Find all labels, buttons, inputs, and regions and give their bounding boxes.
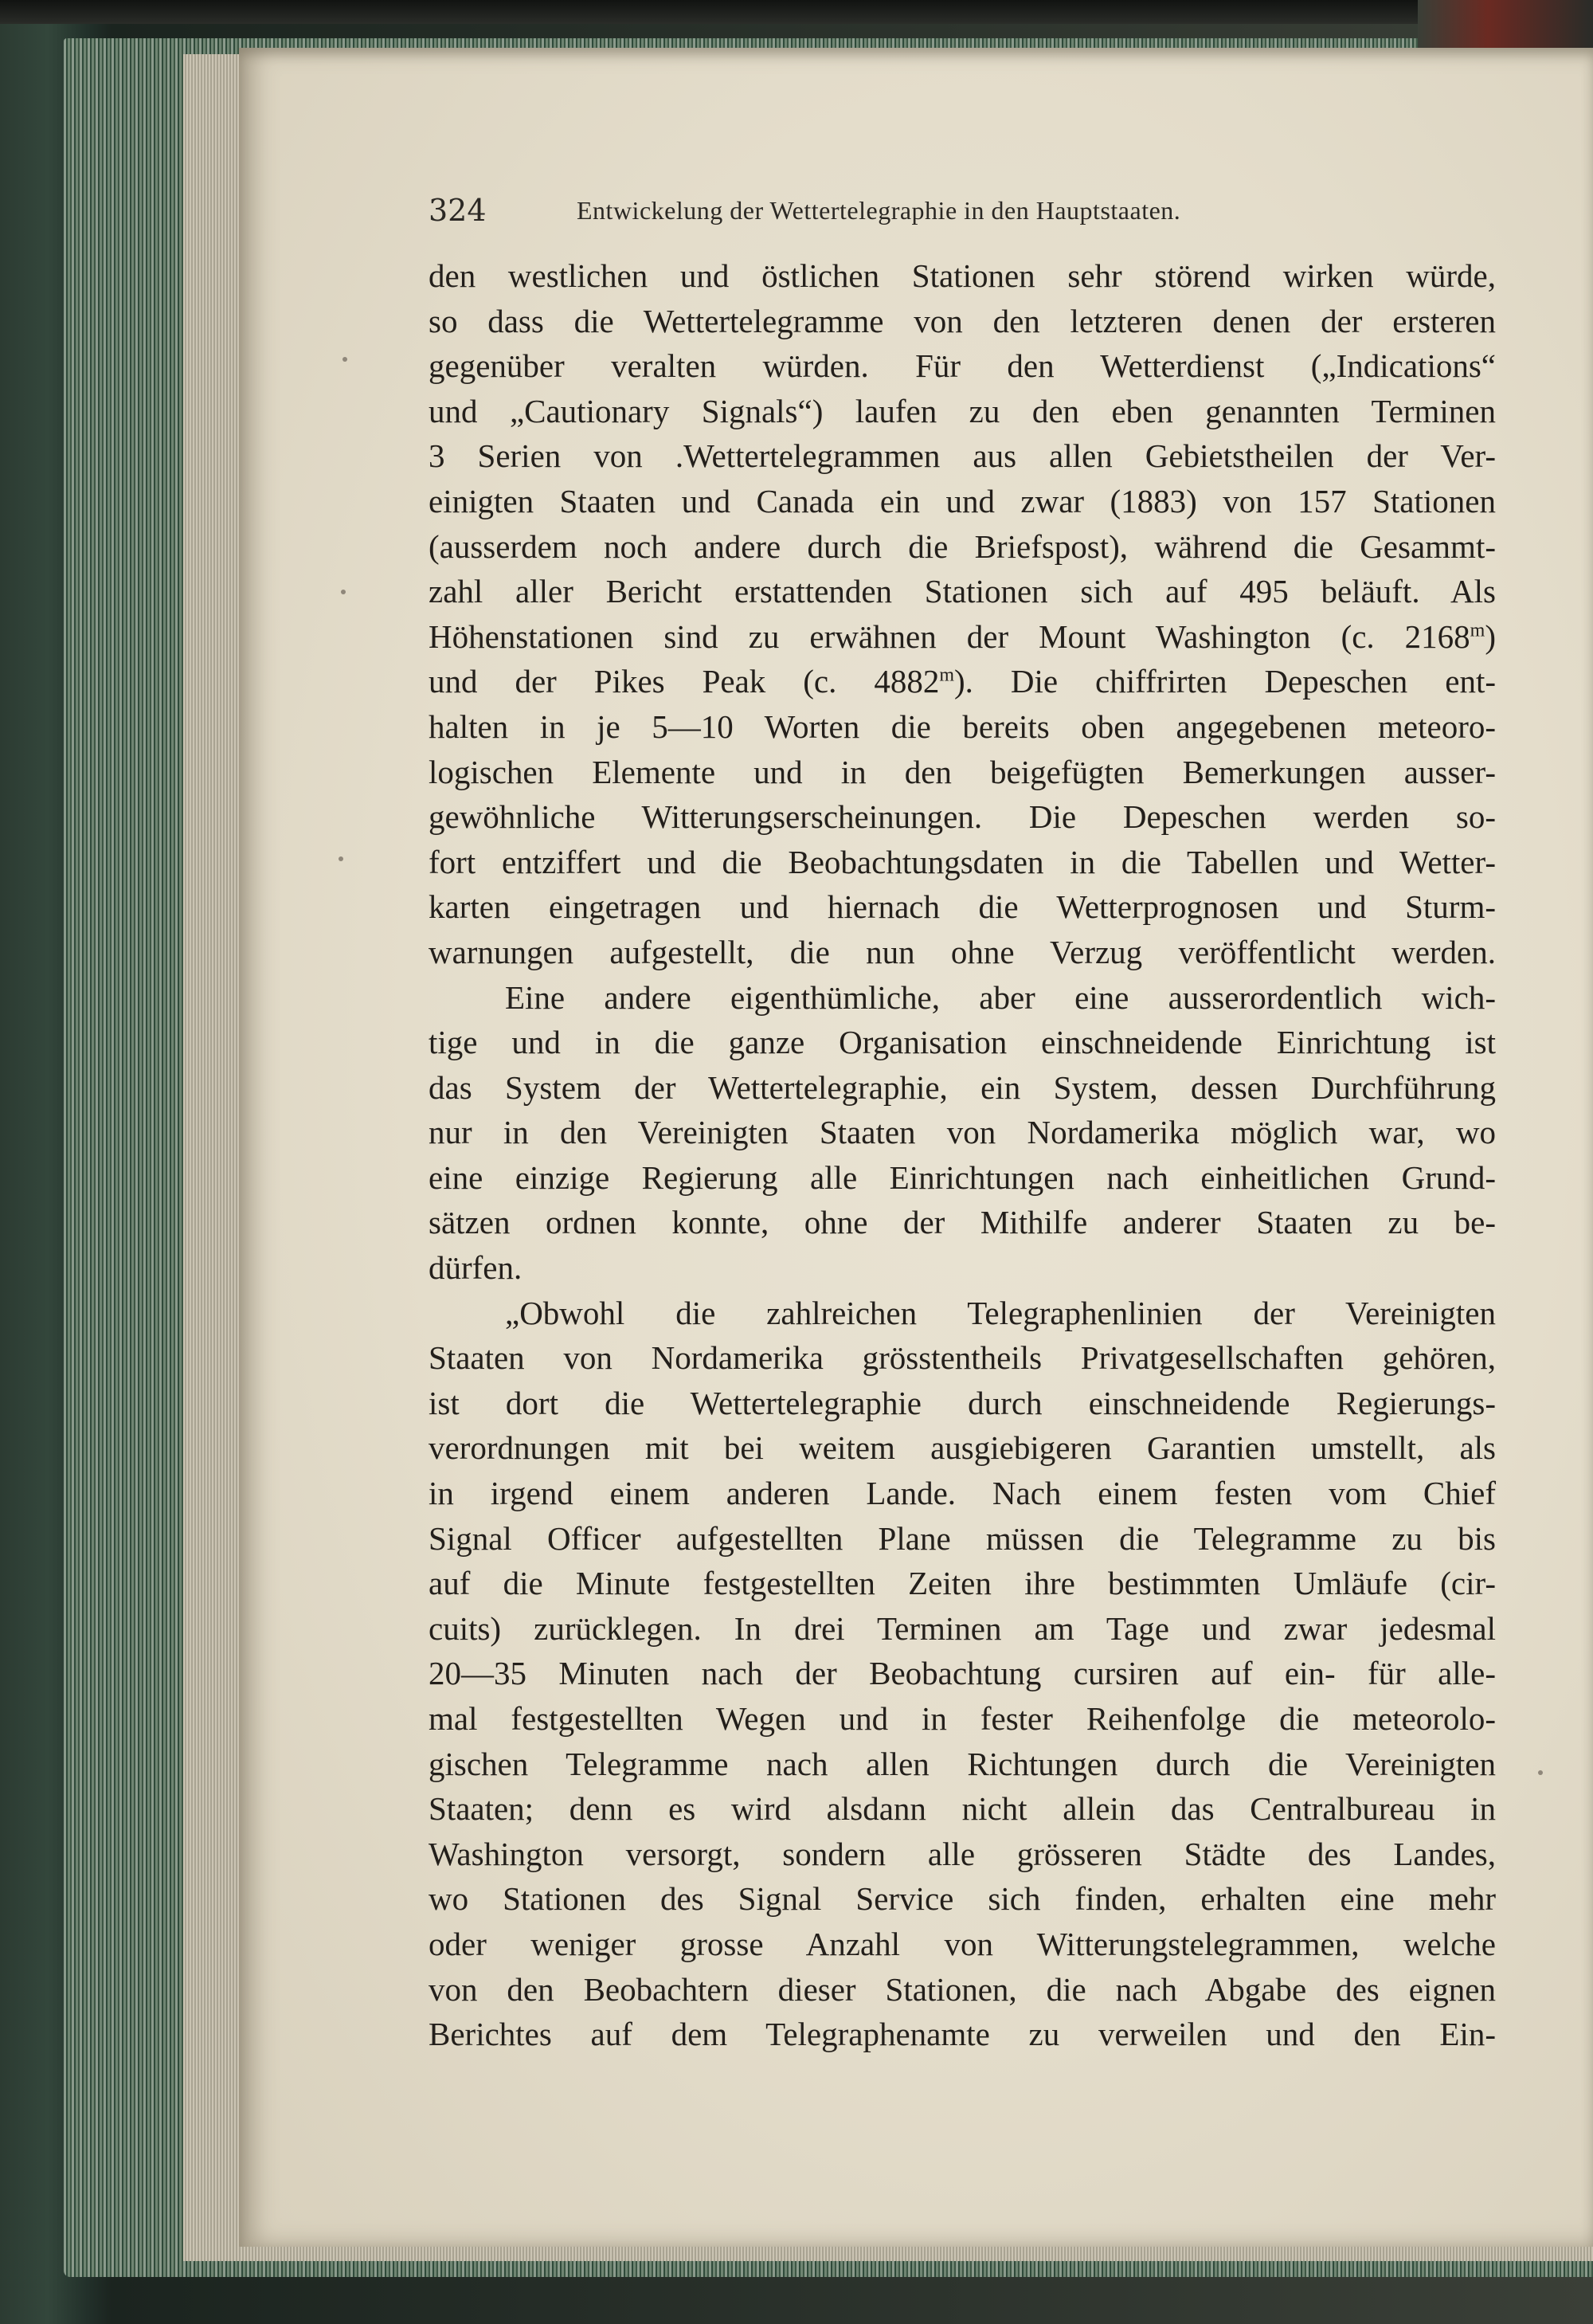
text-line-with-superscript xyxy=(429,659,1496,704)
text-segment: ) xyxy=(1485,617,1496,655)
text-line: Washington versorgt, sondern alle grösseren Städte des Landes, xyxy=(429,1835,1496,1872)
text-line: auf die Minute festgestellten Zeiten ihre bestimmten Umläufe (cir- xyxy=(429,1565,1496,1602)
text-line: zahl aller Bericht erstattenden Stationen sich auf 495 beläuft. Als xyxy=(429,573,1496,610)
text-segment: ). Die chiffrirten Depeschen ent- xyxy=(954,663,1497,700)
text-line: von den Beobachtern dieser Stationen, die nach Abgabe des eignen xyxy=(429,1970,1496,2008)
text-line: sätzen ordnen konnte, ohne der Mithilfe anderer Staaten zu be- xyxy=(429,1204,1496,1241)
text-line: Eine andere eigenthümliche, aber eine ausserordentlich wich- xyxy=(505,978,1496,1016)
text-line: wo Stationen des Signal Service sich finden, erhalten eine mehr xyxy=(429,1880,1496,1918)
page-number: 324 xyxy=(429,193,487,228)
text-line: (ausserdem noch andere durch die Briefspost), während die Gesammt- xyxy=(429,527,1496,565)
text-line: cuits) zurücklegen. In drei Terminen am Tage und zwar jedesmal xyxy=(429,1609,1496,1647)
text-line: halten in je 5—10 Worten die bereits oben angegebenen meteoro- xyxy=(429,707,1496,745)
text-line: ist dort die Wettertelegraphie durch einschneidende Regierungs- xyxy=(429,1384,1496,1421)
text-line: 3 Serien von .Wettertelegrammen aus allen Gebietstheilen der Ver- xyxy=(429,437,1496,475)
superscript: m xyxy=(939,664,954,686)
text-line: tige und in die ganze Organisation einschneidende Einrichtung ist xyxy=(429,1024,1496,1061)
text-segment: und der Pikes Peak (c. 4882 xyxy=(429,663,940,700)
text-line: logischen Elemente und in den beigefügten Bemerkungen ausser- xyxy=(429,753,1496,790)
text-line: Staaten von Nordamerika grösstentheils Privatgesellschaften gehören, xyxy=(429,1339,1496,1377)
cover-top-edge xyxy=(0,0,1593,24)
text-line: fort entziffert und die Beobachtungsdaten in die Tabellen und Wetter- xyxy=(429,843,1496,880)
text-line: mal festgestellten Wegen und in fester Reihenfolge die meteorolo- xyxy=(429,1700,1496,1737)
text-line: 20—35 Minuten nach der Beobachtung cursiren auf ein- für alle- xyxy=(429,1655,1496,1692)
text-segment: Höhenstationen sind zu erwähnen der Mount Washington (c. 2168 xyxy=(429,617,1470,655)
text-line: oder weniger grosse Anzahl von Witterungstelegrammen, welche xyxy=(429,1925,1496,1962)
text-line: und „Cautionary Signals“) laufen zu den eben genannten Terminen xyxy=(429,392,1496,429)
text-line: in irgend einem anderen Lande. Nach einem festen vom Chief xyxy=(429,1475,1496,1512)
text-line: gewöhnliche Witterungserscheinungen. Die Depeschen werden so- xyxy=(429,798,1496,836)
paper-speck xyxy=(341,590,346,594)
text-line: nur in den Vereinigten Staaten von Nordamerika möglich war, wo xyxy=(429,1114,1496,1151)
text-line: den westlichen und östlichen Stationen sehr störend wirken würde, xyxy=(429,257,1496,294)
paper-speck xyxy=(1538,1770,1543,1775)
text-line: Berichtes auf dem Telegraphenamte zu verweilen und den Ein- xyxy=(429,2016,1496,2053)
text-line: „Obwohl die zahlreichen Telegraphenlinien der Vereinigten xyxy=(505,1294,1496,1331)
text-line: Signal Officer aufgestellten Plane müssen die Telegramme zu bis xyxy=(429,1519,1496,1557)
text-line: das System der Wettertelegraphie, ein System, dessen Durchführung xyxy=(429,1068,1496,1106)
running-head xyxy=(429,188,1496,233)
paper-speck xyxy=(342,357,347,362)
text-line: warnungen aufgestellt, die nun ohne Verzug veröffentlicht werden. xyxy=(429,933,1496,970)
running-head-title: Entwickelung der Wettertelegraphie in den Hauptstaaten. xyxy=(577,196,1181,225)
text-line: gegenüber veralten würden. Für den Wetterdienst („Indications“ xyxy=(429,347,1496,385)
text-line-with-superscript xyxy=(429,614,1496,660)
text-line: Staaten; denn es wird alsdann nicht allein das Centralbureau in xyxy=(429,1790,1496,1828)
text-line: gischen Telegramme nach allen Richtungen durch die Vereinigten xyxy=(429,1745,1496,1782)
text-line: karten eingetragen und hiernach die Wetterprognosen und Sturm- xyxy=(429,888,1496,926)
text-line: so dass die Wettertelegramme von den letzteren denen der ersteren xyxy=(429,302,1496,339)
cover-corner xyxy=(1418,0,1593,48)
body-text xyxy=(429,253,1496,2057)
text-line: dürfen. xyxy=(429,1249,523,1287)
text-line: einigten Staaten und Canada ein und zwar (1883) von 157 Stationen xyxy=(429,482,1496,519)
text-line: eine einzige Regierung alle Einrichtungen nach einheitlichen Grund- xyxy=(429,1158,1496,1196)
paper-speck xyxy=(339,856,343,861)
text-line: verordnungen mit bei weitem ausgiebigeren Garantien umstellt, als xyxy=(429,1429,1496,1467)
superscript: m xyxy=(1470,620,1485,641)
